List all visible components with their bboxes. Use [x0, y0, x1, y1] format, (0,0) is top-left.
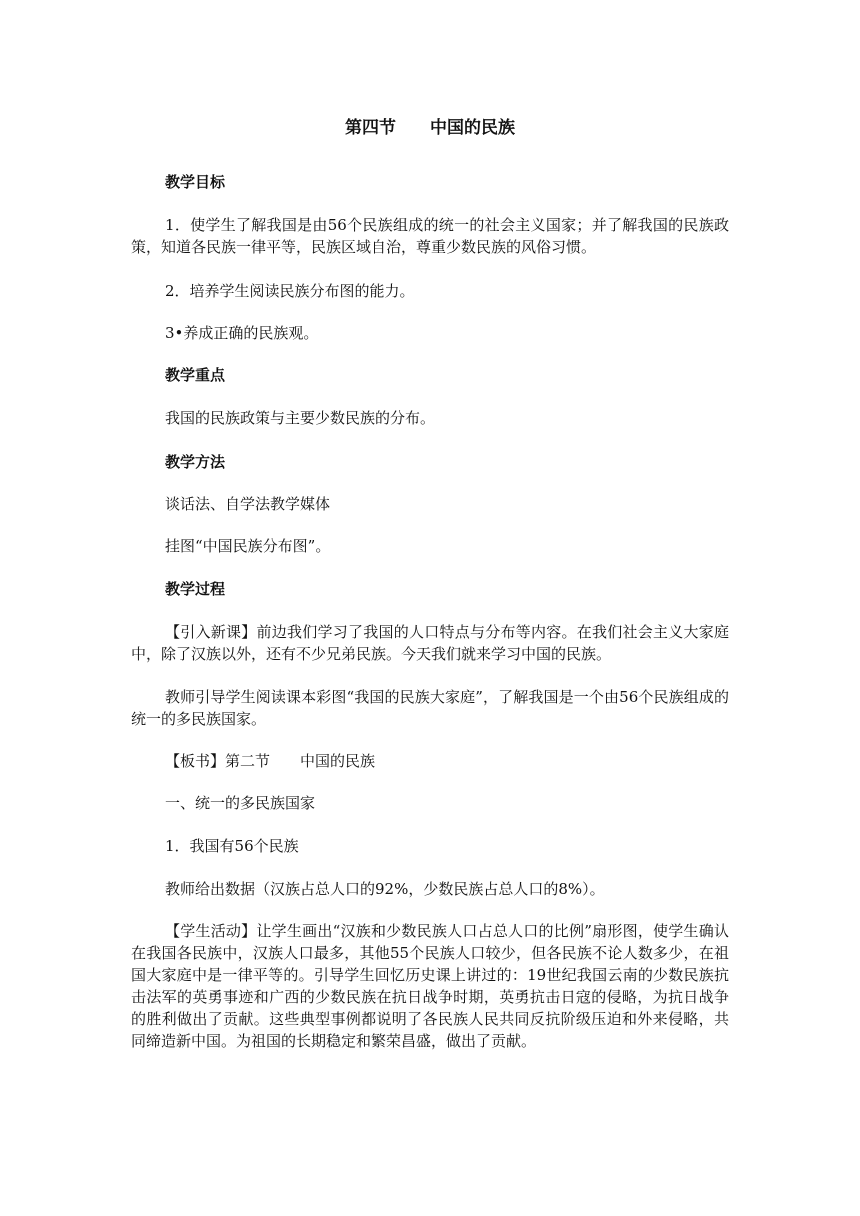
objectives-heading: 教学目标: [165, 173, 226, 191]
board-text: 【板书】第二节 中国的民族: [165, 752, 376, 770]
objective-2-text: 2．培养学生阅读民族分布图的能力。: [165, 282, 415, 300]
key-points-heading: 教学重点: [165, 366, 226, 384]
guide-paragraph: 教师引导学生阅读课本彩图“我国的民族大家庭”，了解我国是一个由56个民族组成的统一的多民族国家。: [131, 688, 729, 728]
student-activity-paragraph: 【学生活动】让学生画出“汉族和少数民族人口占总人口的比例”扇形图，使学生确认在我国各民族中，汉族人口最多，其他55个民族人口较少，但各民族不论人数多少，在祖国大家庭中是一律平等的。引导学生回忆历史课上讲过的：19世纪我国云南的少数民族抗击法军的英勇事迹和广西的少数民族在抗日战争时期，英勇抗击日寇的侵略，为抗日战争的胜利做出了贡献。这些典型事例都说明了各民族人民共同反抗阶级压迫和外来侵略，共同缔造新中国。为祖国的长期稳定和繁荣昌盛，做出了贡献。: [131, 922, 729, 1050]
intro-paragraph: 【引入新课】前边我们学习了我国的人口特点与分布等内容。在我们社会主义大家庭中，除了汉族以外，还有不少兄弟民族。今天我们就来学习中国的民族。: [131, 623, 729, 663]
point-1-text: 1．我国有56个民族: [165, 837, 299, 855]
data-text: 教师给出数据（汉族占总人口的92%，少数民族占总人口的8%）。: [165, 880, 605, 898]
key-points-text: 我国的民族政策与主要少数民族的分布。: [165, 409, 436, 427]
media-text: 挂图“中国民族分布图”。: [165, 537, 331, 555]
sub-heading-unified-nation: 一、统一的多民族国家: [165, 794, 316, 812]
method-text: 谈话法、自学法教学媒体: [165, 495, 331, 513]
objective-3-text: 3•养成正确的民族观。: [165, 324, 319, 342]
method-heading: 教学方法: [165, 453, 226, 471]
page-title: 第四节 中国的民族: [345, 118, 515, 138]
process-heading: 教学过程: [165, 580, 226, 598]
objective-1-paragraph: 1．使学生了解我国是由56个民族组成的统一的社会主义国家；并了解我国的民族政策，知道各民族一律平等，民族区域自治，尊重少数民族的风俗习惯。: [131, 216, 729, 256]
